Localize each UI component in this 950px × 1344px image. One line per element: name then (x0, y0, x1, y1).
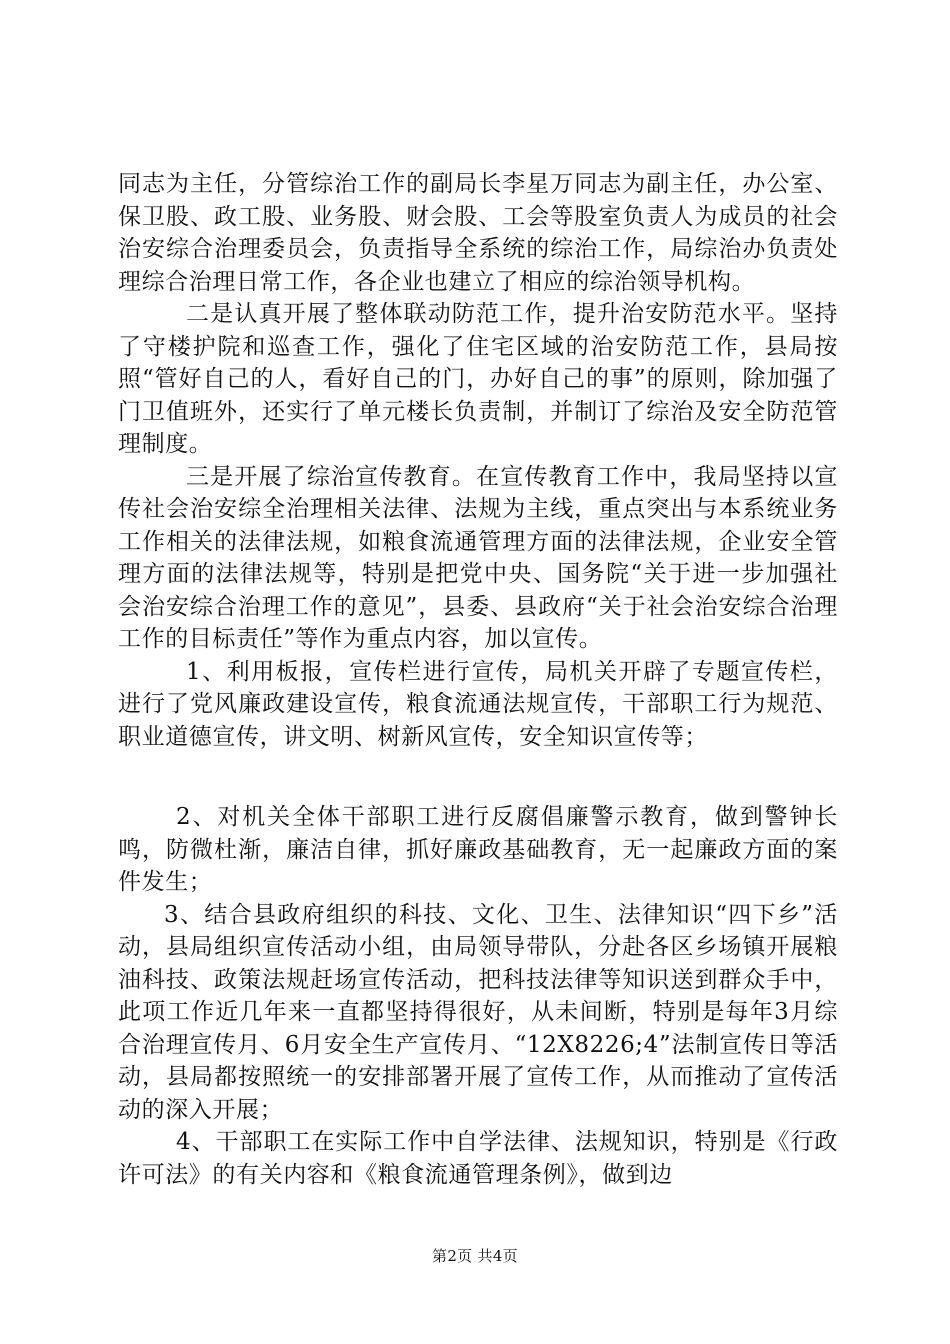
paragraph-item-3: 3、结合县政府组织的科技、文化、卫生、法律知识“四下乡”活动，县局组织宣传活动小组，由局领导带队，分赴各区乡场镇开展粮油科技、政策法规赶场宣传活动，把科技法律等知识送到群众手中，此项工作近几年来一直都坚持得很好，从未间断，特别是每年3月综合治理宣传月、6月安全生产宣传月、“12X8226;4”法制宣传日等活动，县局都按照统一的安排部署开展了宣传工作，从而推动了宣传活动的深入开展； (118, 901, 838, 1123)
page-footer (0, 1245, 950, 1266)
paragraph-publicity-education: 三是开展了综治宣传教育。在宣传教育工作中，我局坚持以宣传社会治安综全治理相关法律、法规为主线，重点突出与本系统业务工作相关的法律法规，如粮食流通管理方面的法律法规，企业安全管理方面的法律法规等，特别是把党中央、国务院“关于进一步加强社会治安综合治理工作的意见”，县委、县政府“关于社会治安综合治理工作的目标责任”等作为重点内容，加以宣传。 (118, 463, 838, 652)
paragraph-item-4: 4、干部职工在实际工作中自学法律、法规知识，特别是《行政许可法》的有关内容和《粮食流通管理条例》，做到边 (118, 1129, 838, 1188)
document-body (118, 168, 838, 1191)
paragraph-committee: 同志为主任，分管综治工作的副局长李星万同志为副主任，办公室、保卫股、政工股、业务股、财会股、工会等股室负责人为成员的社会治安综合治理委员会，负责指导全系统的综治工作，局综治办负责处理综合治理日常工作，各企业也建立了相应的综治领导机构。 (118, 171, 838, 295)
paragraph-security-prevention: 二是认真开展了整体联动防范工作，提升治安防范水平。坚持了守楼护院和巡查工作，强化了住宅区域的治安防范工作，县局按照“管好自己的人，看好自己的门，办好自己的事”的原则，除加强了门卫值班外，还实行了单元楼长负责制，并制订了综治及安全防范管理制度。 (118, 301, 838, 457)
paragraph-item-2: 2、对机关全体干部职工进行反腐倡廉警示教育，做到警钟长鸣，防微杜渐，廉洁自律，抓好廉政基础教育，无一起廉政方面的案件发生； (118, 804, 838, 895)
page-number: 第2页 共4页 (432, 1247, 518, 1265)
paragraph-item-1: 1、利用板报，宣传栏进行宣传，局机关开辟了专题宣传栏，进行了党风廉政建设宣传，粮食流通法规宣传，干部职工行为规范、职业道德宣传，讲文明、树新风宣传，安全知识宣传等； (118, 658, 838, 750)
paragraph-gap (118, 753, 838, 801)
